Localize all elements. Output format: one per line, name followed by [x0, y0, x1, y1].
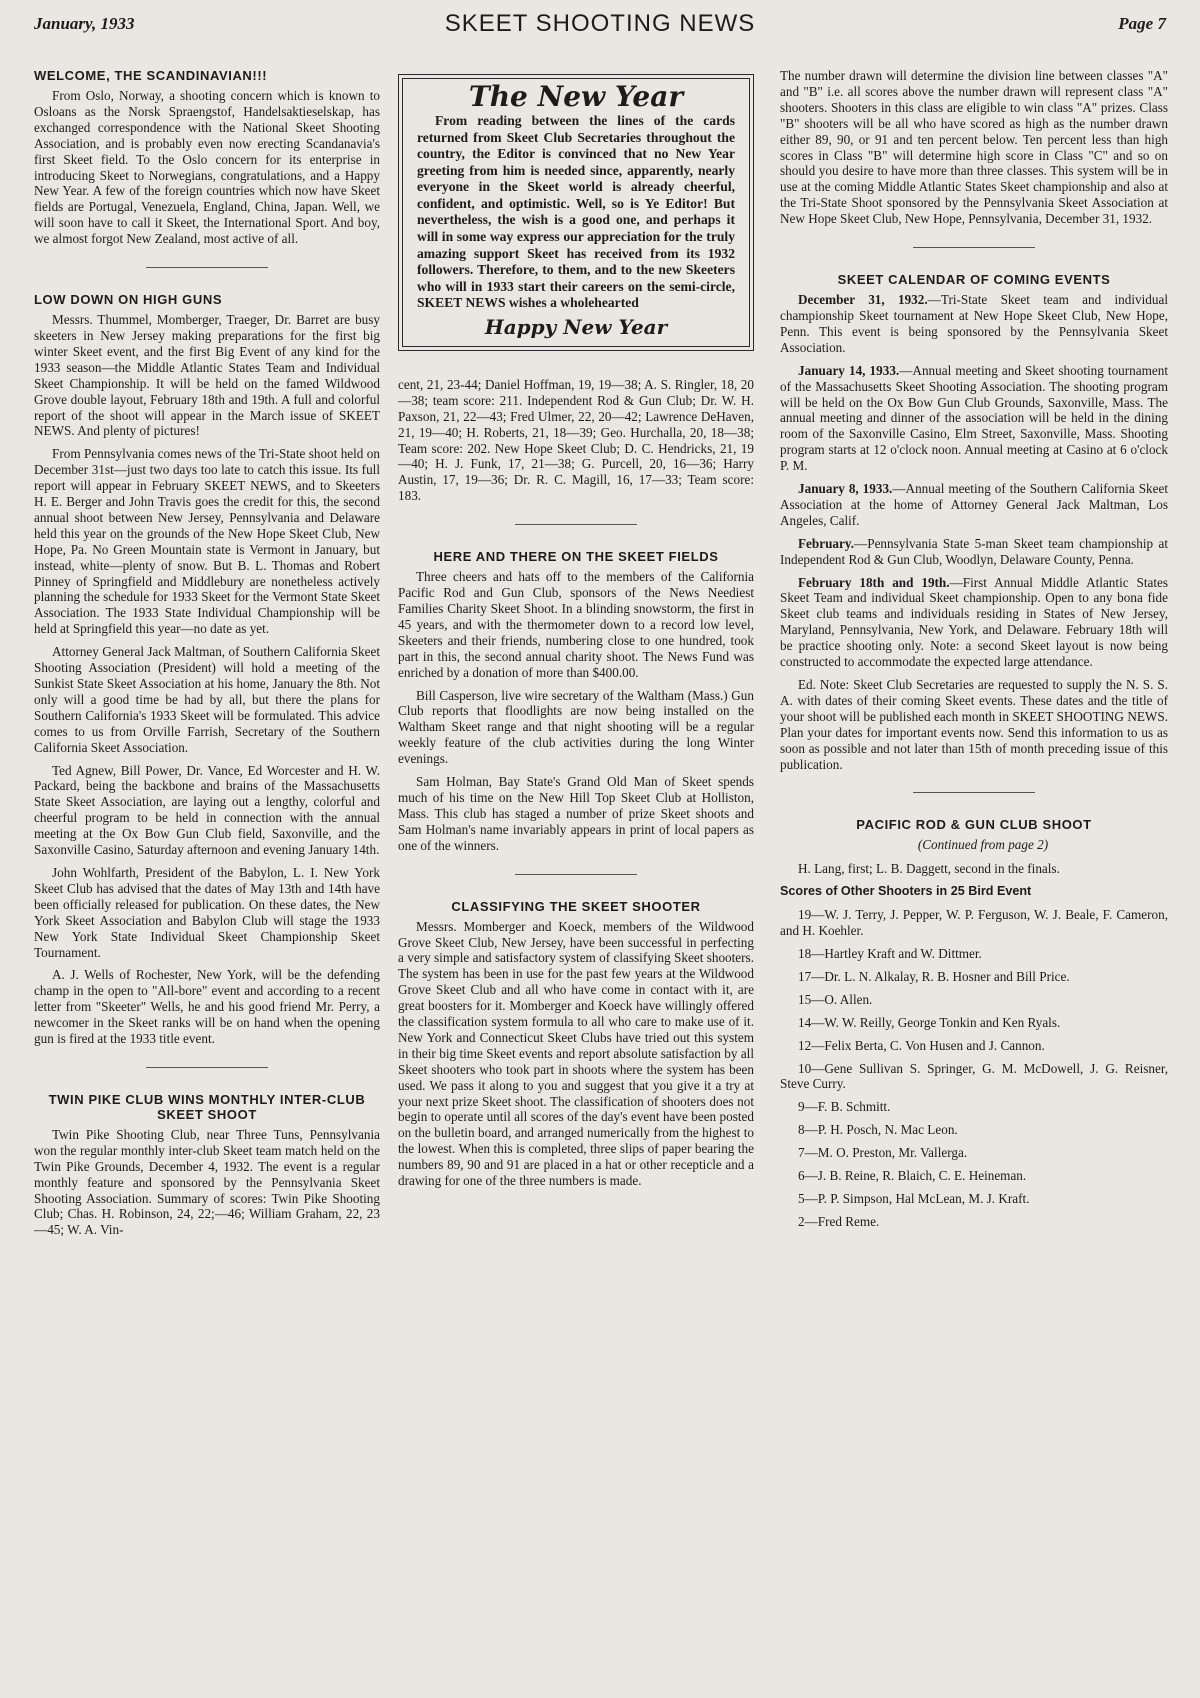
new-year-heading: The New Year [468, 80, 684, 113]
calendar-headline: SKEET CALENDAR OF COMING EVENTS [837, 272, 1111, 288]
welcome-paragraph: From Oslo, Norway, a shooting concern which is known to Osloans as the Norsk Spraengstof, Handelsaktieselskap, has exchanged correspondence with the National Skeet Shooting Association, and is probably even now erecting Scandanavia's first Skeet field. To the Oslo concern for its enterprise in introducing Skeet to Norwegians, congratulations, and a Happy New Year. A few of the foreign countries which now have Skeet fields are Portugal, Venezuela, England, China, Japan. Well, we will soon have to call it Skeet, the International Sport. And boy, we almost forgot New Zealand, most active of all. [34, 88, 380, 247]
score-line: 9—F. B. Schmitt. [798, 1099, 891, 1115]
calendar-text: —Pennsylvania State 5-man Skeet team championship at Independent Rod & Gun Club, Woodlyn, Delaware County, Penna. [780, 535, 1168, 567]
issue-date: January, 1933 [34, 14, 135, 33]
pacific-headline: PACIFIC ROD & GUN CLUB SHOOT [856, 817, 1092, 833]
lowdown-paragraph-6: A. J. Wells of Rochester, New York, will be the defending champ in the open to "All-bore" event and according to a recent letter from "Skeeter" Wells, he and his good friend Mr. Perry, a newcomer in the Skeet ranks will be on hand when the opening gun is fired at the 1933 title event. [34, 967, 380, 1047]
twinpike-headline: TWIN PIKE CLUB WINS MONTHLY INTER-CLUB SKEET SHOOT [48, 1091, 366, 1122]
score-line: 18—Hartley Kraft and W. Dittmer. [798, 945, 982, 961]
score-line: 19—W. J. Terry, J. Pepper, W. P. Ferguson, W. J. Beale, F. Cameron, and H. Koehler. [780, 907, 1168, 939]
score-line: 12—Felix Berta, C. Von Husen and J. Cannon. [798, 1037, 1045, 1053]
score-line: 14—W. W. Reilly, George Tonkin and Ken Ryals. [798, 1014, 1061, 1030]
score-line: 2—Fred Reme. [798, 1213, 880, 1229]
continued-note: (Continued from page 2) [917, 837, 1049, 853]
calendar-item [780, 292, 1168, 356]
calendar-item [780, 481, 1168, 529]
calendar-item [780, 363, 1168, 474]
section-divider [515, 524, 637, 525]
calendar-text: —Annual meeting of the Southern California Skeet Association at the home of Attorney General Jack Maltman, Los Angeles, Calif. [780, 481, 1168, 528]
section-divider [913, 247, 1035, 248]
column-2 [398, 68, 754, 1196]
calendar-date: January 14, 1933. [798, 362, 900, 378]
score-line: 17—Dr. L. N. Alkalay, R. B. Hosner and Bill Price. [798, 968, 1070, 984]
calendar-text: —Annual meeting and Skeet shooting tournament of the Massachusetts Skeet Shooting Association. The shooting program will be held on the Ox Bow Gun Club Grounds, Saxonville, Mass. The annual meeting and dinner of the association will be held in the dining room of the Saxonville Casino, Elm Street, Saxonville, Mass. Shooting program starts at 12 o'clock noon. Annual meeting at Casino at 6 o'clock P. M. [780, 362, 1168, 474]
calendar-item [780, 536, 1168, 568]
section-divider [515, 874, 637, 875]
new-year-box [398, 74, 754, 351]
score-line: 6—J. B. Reine, R. Blaich, C. E. Heineman. [798, 1168, 1027, 1184]
score-line: 8—P. H. Posch, N. Mac Leon. [798, 1122, 958, 1138]
welcome-headline: WELCOME, THE SCANDINAVIAN!!! [34, 68, 268, 83]
section-divider [146, 267, 268, 268]
column-3 [780, 68, 1168, 1237]
calendar-text: —Tri-State Skeet team and individual championship Skeet tournament at New Hope Skeet Club, New Hope, Penn. This event is being sponsored by the Pennsylvania Skeet Association. [780, 292, 1168, 355]
calendar-item [780, 575, 1168, 670]
lowdown-paragraph-3: Attorney General Jack Maltman, of Southern California Skeet Shooting Association (President) will hold a meeting of the Sunkist State Skeet Association at his home, January the 8th. Not only will a good time be had by all, but there the plans for Southern California's 1933 Skeet will be formulated. This advice comes to us from Orville Farrish, Secretary of the Southern California Skeet Association. [34, 644, 380, 755]
score-line: 7—M. O. Preston, Mr. Vallerga. [798, 1145, 968, 1161]
score-line: 10—Gene Sullivan S. Springer, G. M. McDowell, J. G. Reisner, Steve Curry. [780, 1060, 1168, 1092]
classifying-paragraph: Messrs. Momberger and Koeck, members of the Wildwood Grove Skeet Club, New Jersey, have been successful in perfecting a very simple and satisfactory system of classifying Skeet shooters. The system has been in use for the past few years at the Wildwood Grove Skeet Club and all who have come in contact with it, are great boosters for it. Momberger and Koeck have willingly offered the classification system formula to all who care to make use of it. New York and Connecticut Skeet Clubs have tried out this system in their big time Skeet events and report absolute satisfaction by all Skeet shooters who took part in shoots where the system has been used. We pass it along to you and suggest that you give it a try at your next prize Skeet shoot. The classification of shooters does not begin to operate until all scores of the day's event have been posted on the bulletin board, and arranged numerically from the highest to the lowest. When this is completed, three slips of paper bearing the numbers 89, 90 and 91 are placed in a hat or other recepticle and a drawing for one of the three numbers is made. [398, 918, 754, 1189]
lowdown-paragraph-5: John Wohlfarth, President of the Babylon, L. I. New York Skeet Club has advised that the dates of May 13th and 14th have been officially released for publication. On these dates, the New York Skeet Association and Babylon Club will stage the 1933 New York State Individual Skeet Championship Skeet Tournament. [34, 864, 380, 960]
editor-note: Ed. Note: Skeet Club Secretaries are requested to supply the N. S. S. A. with dates of their coming Skeet events. These dates and the title of your shoot will be published each month in SKEET SHOOTING NEWS. Plan your dates for important events now. Send this information to us as soon as possible and not later than 15th of month preceding issue of this publication. [780, 677, 1168, 772]
twinpike-paragraph: Twin Pike Shooting Club, near Three Tuns, Pennsylvania won the regular monthly inter-club Skeet team match held on the Twin Pike Grounds, December 4, 1932. The event is a regular monthly feature and sponsored by the Pennsylvania Skeet Shooting Association. Summary of scores: Twin Pike Shooting Club; Chas. H. Robinson, 24, 22;—46; William Graham, 22, 23—45; W. A. Vin- [34, 1126, 380, 1238]
twinpike-continued: cent, 21, 23-44; Daniel Hoffman, 19, 19—38; A. S. Ringler, 18, 20—38; team score: 211. Independent Rod & Gun Club; Dr. W. H. Paxson, 21, 22—43; Fred Ulmer, 22, 20—42; Lawrence DeHaven, 21, 19—40; H. Roberts, 21, 18—39; Geo. Hurchalla, 20, 18—38; Team score: 202. New Hope Skeet Club; D. C. Hendricks, 21, 19—40; H. J. Funk, 17, 21—38; G. Purcell, 20, 16—36; Harry Austin, 17, 19—36; Dr. R. C. Magill, 16, 17—33; Team score: 183. [398, 376, 754, 504]
scores-subheading: Scores of Other Shooters in 25 Bird Event [780, 884, 1032, 899]
lowdown-paragraph-4: Ted Agnew, Bill Power, Dr. Vance, Ed Worcester and H. W. Packard, being the backbone and brains of the Massachusetts State Skeet Association, are laying out a lengthy, colorful and cheerful program to be held in connection with the annual meeting at the Ox Bow Gun Club field, Saxonville, and the Saxonville Casino, Saturday afternoon and evening January 14th. [34, 762, 380, 858]
running-header [34, 6, 1166, 42]
pacific-intro: H. Lang, first; L. B. Daggett, second in the finals. [798, 861, 1060, 877]
section-divider [146, 1067, 268, 1068]
hereandthere-paragraph-3: Sam Holman, Bay State's Grand Old Man of Skeet spends much of his time on the New Hill Top Skeet Club at Holliston, Mass. This club has staged a number of prize Skeet shoots and Sam Holman's name invariably appears in print of local papers as one of the winners. [398, 774, 754, 853]
happy-new-year: Happy New Year [484, 315, 668, 340]
lowdown-paragraph-2: From Pennsylvania comes news of the Tri-State shoot held on December 31st—just two days too late to catch this issue. Its full report will appear in February SKEET NEWS, and to Skeeters H. E. Berger and John Travis goes the credit for this, the second annual shoot between New Jersey, Pennsylvania and Delaware held this year on the grounds of the New Hope Skeet Club, New Hope, Pa. No Green Mountain state is Vermont in January, but instead, white—plenty of snow. But B. L. Thomas and Robert Pinney of Springfield and Middlebury are nonetheless actively planning the schedule for 1933 Skeet for the Vermont State Skeet Association. The 1933 State Individual Championship will be held at Springfield this year—no date as yet. [34, 446, 380, 637]
calendar-date: January 8, 1933. [798, 481, 893, 497]
classifying-continued: The number drawn will determine the division line between classes "A" and "B" i.e. all scores above the number drawn will represent class "A" shooters. Shooters in this class are eligible to win class "A" prizes. Class "B" shooters will be all who have scored as high as the number drawn either 89, 90, or 91 and ten percent below. Ten percent less than high scores in Class "B" will determine high score in Class "C" and so on should you desire to have more than three classes. This system will be in use at the coming Middle Atlantic States Skeet championship and also at the Tri-State Shoot sponsored by the Pennsylvania Skeet Association at New Hope Skeet Club, New Hope, Pennsylvania, December 31, 1932. [780, 68, 1168, 227]
lowdown-headline: LOW DOWN ON HIGH GUNS [34, 292, 223, 308]
lowdown-paragraph-1: Messrs. Thummel, Momberger, Traeger, Dr. Barret are busy skeeters in New Jersey making preparations for the first big winter Skeet event, and the first Big Event of any kind for the 1933 season—the Middle Atlantic States Team and Individual Skeet Championship. It will be held on the famed Wildwood Grove double layout, February 18th and 19th. A full and colorful report of the shoot will appear in the March issue of SKEET NEWS. And plenty of pictures! [34, 312, 380, 439]
calendar-text: —First Annual Middle Atlantic States Skeet Team and individual Skeet championship. Open to any bona fide Skeet club teams and individuals residing in States of New Jersey, Maryland, Pennsylvania, New York, and Delaware. February 18th will be practice shooting only. Note: a second Skeet layout is now being constructed to accommodate the expected large attendance. [780, 574, 1168, 670]
section-divider [913, 792, 1035, 793]
calendar-date: February 18th and 19th. [798, 574, 950, 590]
hereandthere-paragraph-2: Bill Casperson, live wire secretary of the Waltham (Mass.) Gun Club reports that floodlights are now being installed on the Waltham Skeet range and that night shooting will be a regular weekly feature of the club activities during the long Winter evenings. [398, 687, 754, 767]
hereandthere-paragraph-1: Three cheers and hats off to the members of the California Pacific Rod and Gun Club, sponsors of the News Neediest Families Charity Skeet Shoot. In a blinding snowstorm, the first in 45 years, and with the thermometer down to a record low level, Skeeters and their friends, numbering close to one hundred, took part in this, the second annual charity shoot. The News Fund was enriched by a donation of more than $400.00. [398, 569, 754, 680]
score-line: 15—O. Allen. [798, 991, 873, 1007]
classifying-headline: CLASSIFYING THE SKEET SHOOTER [451, 898, 701, 914]
column-1 [34, 68, 380, 1245]
publication-title: SKEET SHOOTING NEWS [444, 10, 756, 37]
new-year-message: From reading between the lines of the cards returned from Skeet Club Secretaries throughout the country, the Editor is convinced that no New Year greeting from him is needed since, apparently, nearly everyone in the Skeet world is already cheerful, confident, and optimistic. Well, so is Ye Editor! But nevertheless, the wish is a good one, and perhaps it will in some way express our appreciation for the truly amazing support Skeet has received from its 1932 followers. Therefore, to them, and to the new Skeeters who will in 1933 start their careers on the semi-circle, SKEET NEWS wishes a wholehearted [417, 112, 735, 311]
score-line: 5—P. P. Simpson, Hal McLean, M. J. Kraft. [798, 1190, 1030, 1206]
calendar-date: February. [798, 535, 855, 551]
hereandthere-headline: HERE AND THERE ON THE SKEET FIELDS [433, 549, 719, 565]
page-number: Page 7 [1118, 14, 1166, 33]
calendar-date: December 31, 1932. [798, 292, 928, 308]
